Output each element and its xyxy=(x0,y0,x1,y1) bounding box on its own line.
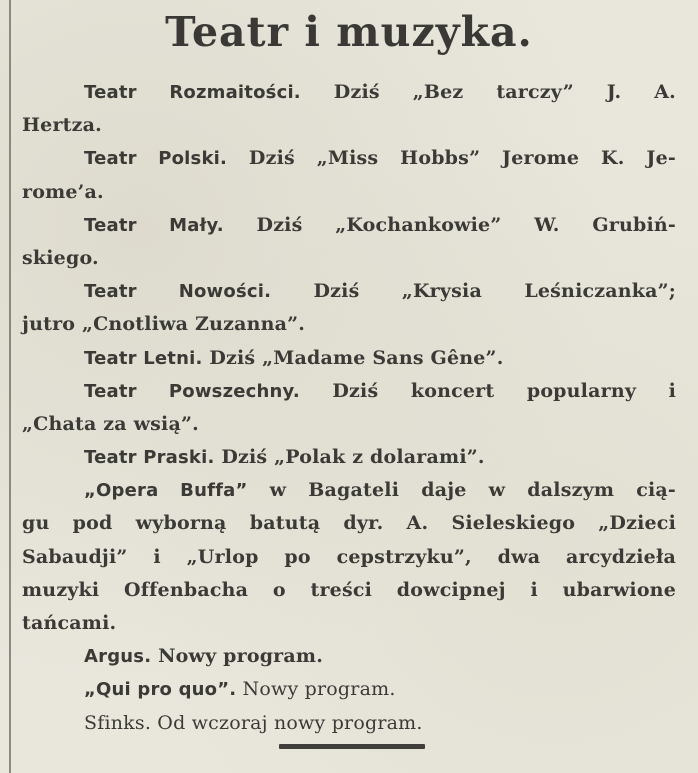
article-line xyxy=(22,673,676,706)
line-lead: Teatr Nowości. xyxy=(84,281,272,303)
article-line xyxy=(22,109,676,142)
line-lead: Teatr Letni. xyxy=(84,347,203,369)
article-line xyxy=(22,76,676,109)
line-text: Dziś „Krysia Leśniczanka”; xyxy=(271,280,676,303)
line-text: gu pod wyborną batutą dyr. A. Sieleskiego „Dzieci xyxy=(22,512,676,535)
article-line xyxy=(22,342,676,375)
line-text: Dziś „Bez tarczy” J. A. xyxy=(300,81,676,103)
line-text: Dziś „Kochankowie” W. Grubiń- xyxy=(223,213,676,236)
article-line xyxy=(22,408,676,441)
line-text: tańcami. xyxy=(22,612,117,634)
article-line xyxy=(22,541,676,574)
line-lead: Teatr Rozmaitości. xyxy=(84,82,301,103)
line-text: Sfinks. Od wczoraj nowy program. xyxy=(84,711,423,734)
line-text: skiego. xyxy=(22,246,99,269)
column-rule xyxy=(9,0,11,773)
article-line xyxy=(22,242,676,275)
line-lead: Argus. xyxy=(84,646,152,668)
article-line xyxy=(22,474,676,507)
article-line xyxy=(22,308,676,341)
article-line xyxy=(22,142,676,175)
line-lead: Teatr Mały. xyxy=(84,214,224,236)
article-line xyxy=(22,707,676,740)
article-line xyxy=(22,275,676,308)
line-lead: „Qui pro quo”. xyxy=(84,679,237,701)
line-text: Dziś „Madame Sans Gêne”. xyxy=(202,346,504,369)
end-rule xyxy=(279,744,425,749)
article-line xyxy=(22,209,676,242)
line-text: w Bagateli daje w dalszym cią- xyxy=(247,479,676,502)
line-lead: Teatr Praski. xyxy=(84,447,215,469)
article-body xyxy=(22,76,676,740)
article-line xyxy=(22,607,676,640)
line-lead: Teatr Powszechny. xyxy=(84,380,300,402)
line-text: muzyki Offenbacha o treści dowcipnej i ubarwione xyxy=(22,578,676,601)
line-lead: Teatr Polski. xyxy=(84,148,228,170)
line-text: Nowy program. xyxy=(151,645,324,668)
line-text: Sabaudji” i „Urlop po cepstrzyku”, dwa arcydzieła xyxy=(22,545,676,568)
article-line xyxy=(22,640,676,673)
line-text: Dziś „Polak z dolarami”. xyxy=(214,446,485,469)
line-text: jutro „Cnotliwa Zuzanna”. xyxy=(22,313,306,336)
article-line xyxy=(22,176,676,209)
line-text: „Chata za wsią”. xyxy=(22,412,199,435)
section-title: Teatr i muzyka. xyxy=(165,8,533,56)
article-line xyxy=(22,375,676,408)
line-lead: „Opera Buffa” xyxy=(84,480,248,502)
article-line xyxy=(22,441,676,474)
article-line xyxy=(22,574,676,607)
line-text: Nowy program. xyxy=(236,678,396,701)
article-line xyxy=(22,507,676,540)
line-text: Hertza. xyxy=(22,114,102,137)
line-text: Dziś „Miss Hobbs” Jerome K. Je- xyxy=(227,147,676,170)
line-text: rome’a. xyxy=(22,180,104,203)
line-text: Dziś koncert popularny i xyxy=(299,379,676,402)
